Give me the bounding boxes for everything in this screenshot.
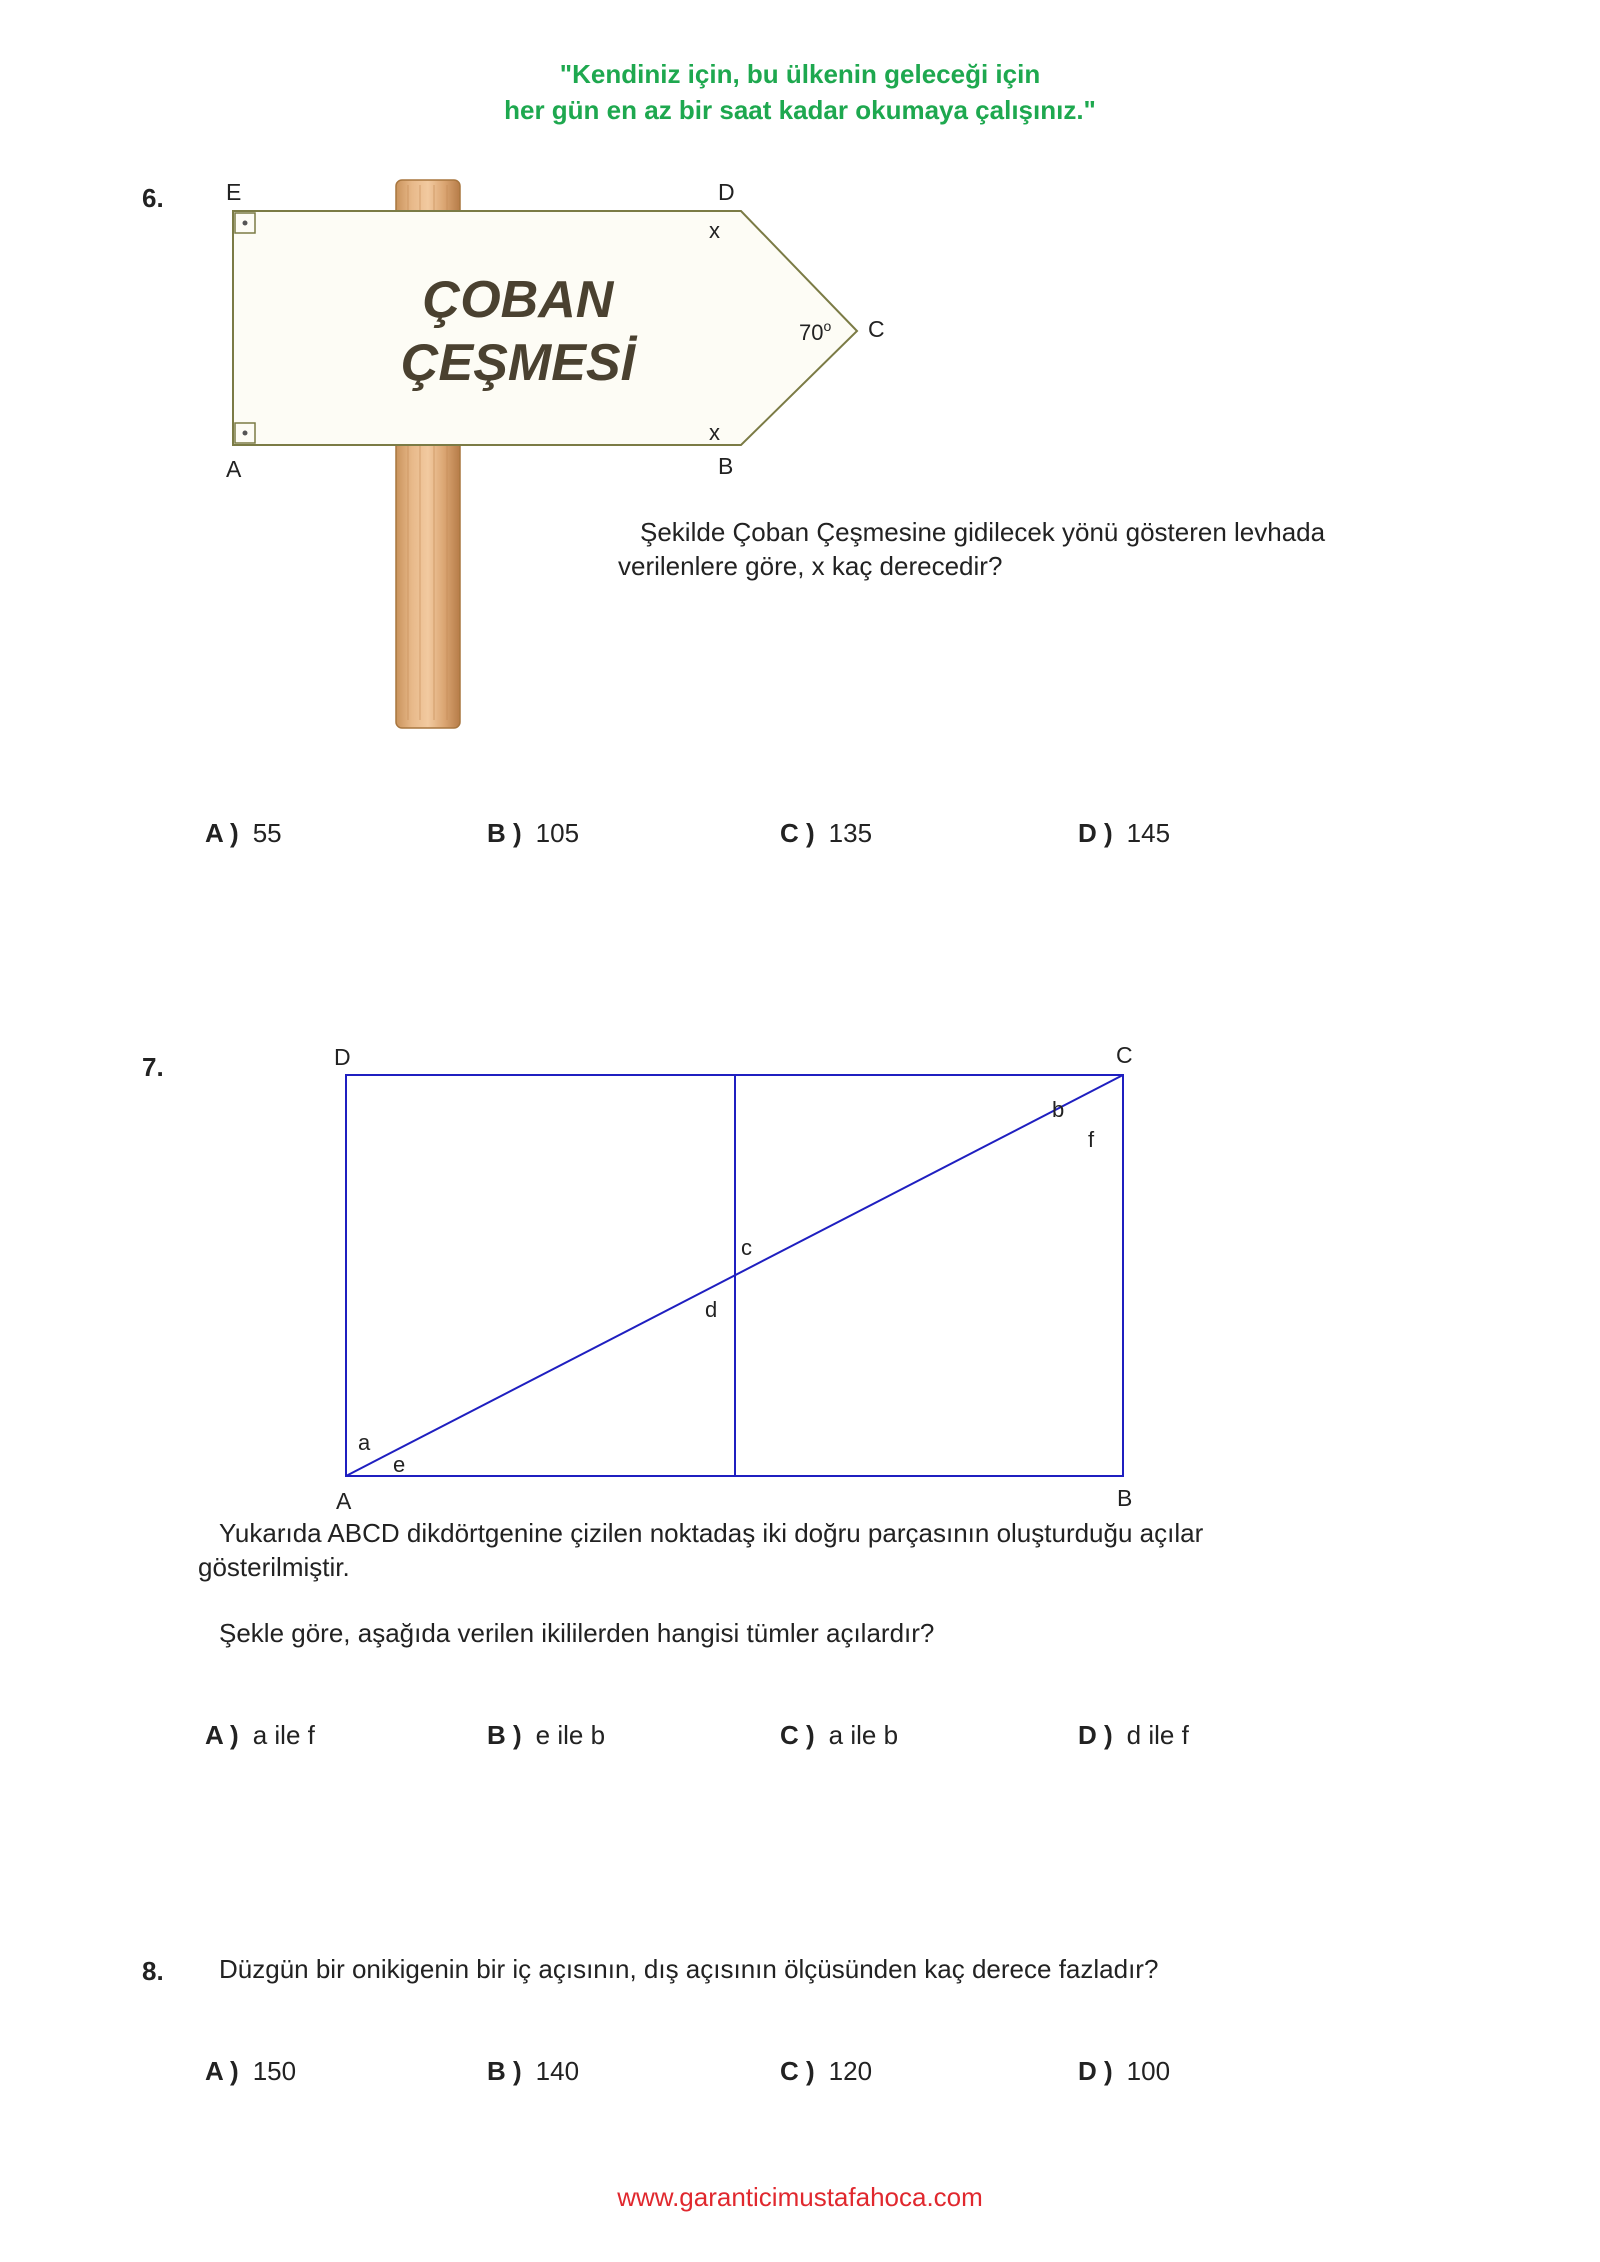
label-x-top: x [709,218,720,243]
question-7-text-line-3: Şekle göre, aşağıda verilen ikililerden hangisi tümler açılardır? [219,1618,935,1648]
label-C: C [1116,1042,1133,1068]
label-B: B [1117,1485,1133,1511]
label-A: A [336,1488,352,1514]
question-7-number: 7. [142,1052,164,1082]
question-7-text-line-2: gösterilmiştir. [198,1552,350,1582]
angle-label-c: c [741,1235,752,1260]
question-6-number: 6. [142,183,164,213]
q8-option-b[interactable]: B ) 140 [487,2056,580,2086]
angle-label-b: b [1052,1097,1065,1122]
angle-label-f: f [1088,1127,1095,1152]
label-D: D [718,179,735,205]
angle-label-d: d [705,1297,718,1322]
q7-option-a[interactable]: A ) a ile f [205,1720,315,1750]
q6-option-d[interactable]: D ) 145 [1078,818,1171,848]
question-6-text-line-1: Şekilde Çoban Çeşmesine gidilecek yönü gösteren levhada [640,517,1326,547]
label-B: B [718,453,734,479]
motto-line-1: "Kendiniz için, bu ülkenin geleceği için [559,59,1041,89]
question-8-text: Düzgün bir onikigenin bir iç açısının, dış açısının ölçüsünden kaç derece fazladır? [219,1954,1159,1984]
q8-option-a[interactable]: A ) 150 [205,2056,297,2086]
rectangle-figure [0,1020,1600,1520]
question-7-text-line-1: Yukarıda ABCD dikdörtgenine çizilen noktadaş iki doğru parçasının oluşturduğu açılar [219,1518,1204,1548]
label-x-bottom: x [709,420,720,445]
q6-option-a[interactable]: A ) 55 [205,818,282,848]
question-6-text-line-2: verilenlere göre, x kaç derecedir? [618,551,1003,581]
question-8-number: 8. [142,1956,164,1986]
label-E: E [226,179,242,205]
q7-option-c[interactable]: C ) a ile b [780,1720,899,1750]
angle-label-e: e [393,1452,406,1477]
q7-option-d[interactable]: D ) d ile f [1078,1720,1189,1750]
angle-label-70: 70$^o$ [799,318,832,345]
angle-label-a: a [358,1430,371,1455]
motto-line-2: her gün en az bir saat kadar okumaya çalışınız." [504,95,1096,125]
label-D: D [334,1044,351,1070]
signpost-figure [0,0,1600,760]
label-A: A [226,456,242,482]
label-C: C [868,316,885,342]
q6-option-c[interactable]: C ) 135 [780,818,873,848]
q7-option-b[interactable]: B ) e ile b [487,1720,606,1750]
q8-option-c[interactable]: C ) 120 [780,2056,873,2086]
q8-option-d[interactable]: D ) 100 [1078,2056,1171,2086]
footer-website-link[interactable]: www.garanticimustafahoca.com [617,2182,983,2212]
sign-text-line-2: ÇEŞMESİ [400,334,636,392]
sign-text-line-1: ÇOBAN [422,271,614,329]
q6-option-b[interactable]: B ) 105 [487,818,580,848]
